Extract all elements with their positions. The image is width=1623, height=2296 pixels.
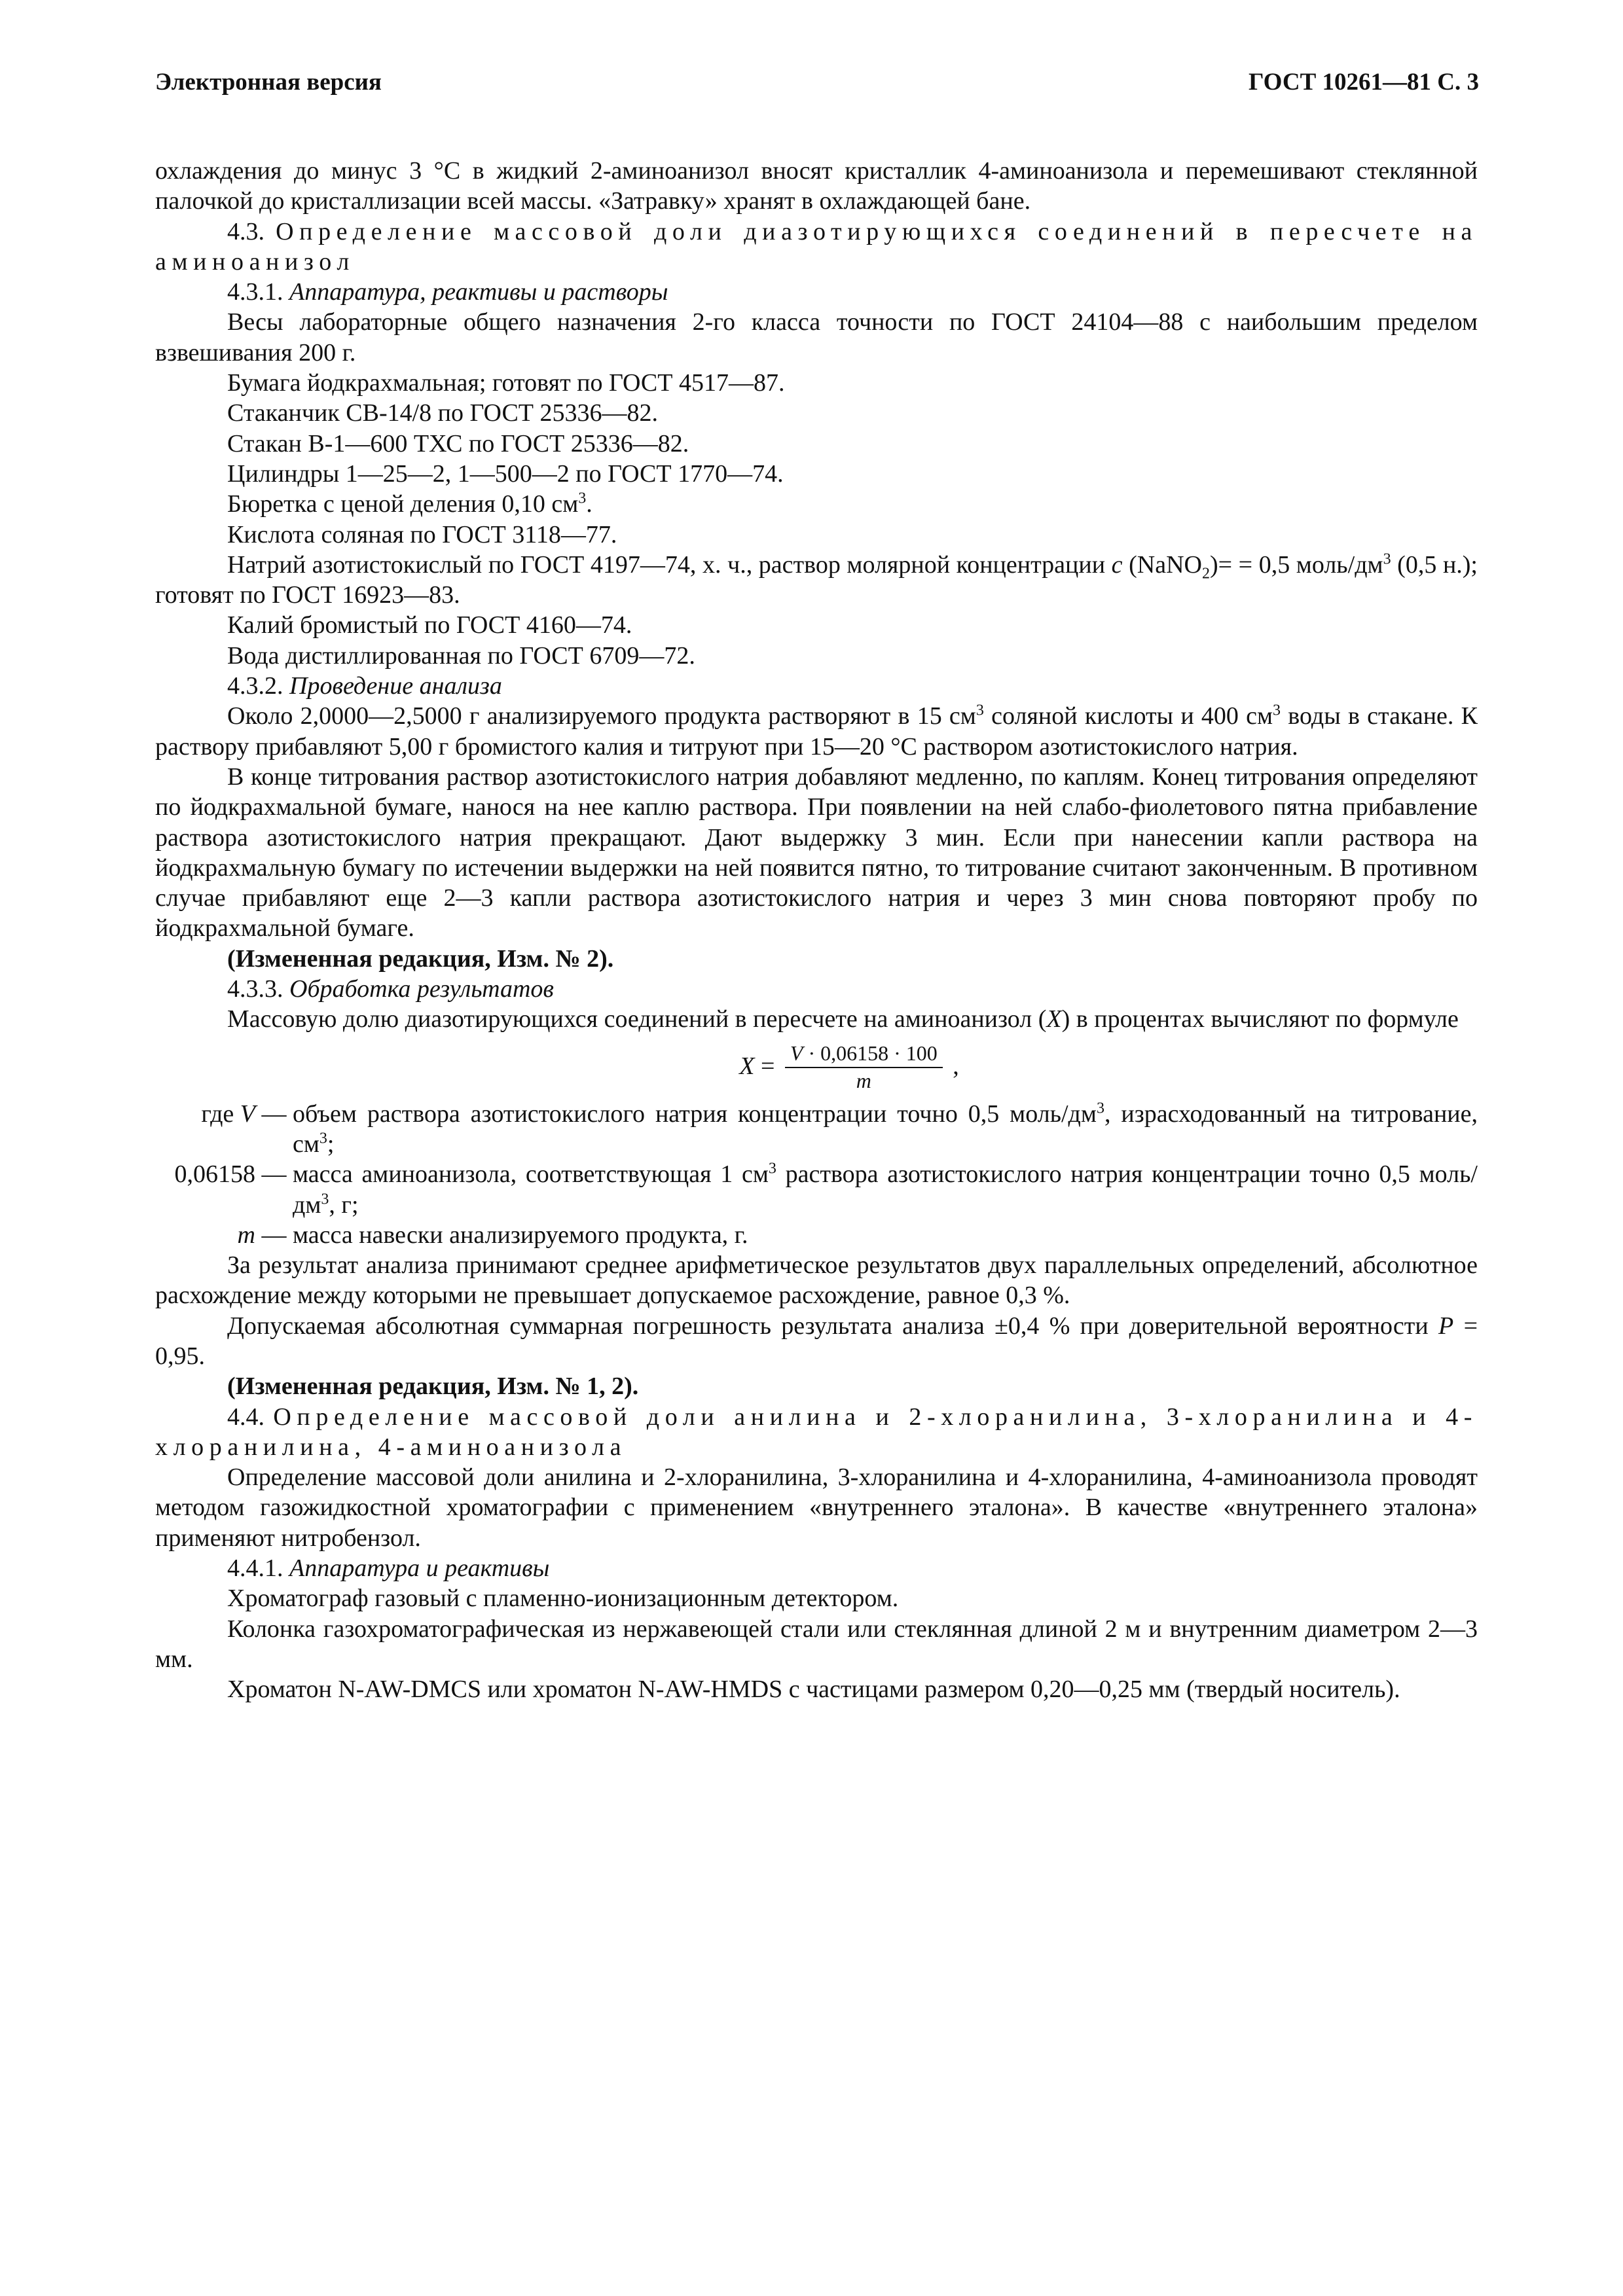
section-4-3-3-number: 4.3.3. <box>227 975 283 1003</box>
definition-v-where: где <box>201 1100 240 1128</box>
item-cylinders: Цилиндры 1—25—2, 1—500—2 по ГОСТ 1770—74. <box>227 459 784 488</box>
nitrite-text-e: (0,5 н.); готовят по ГОСТ 16923—83. <box>155 550 1478 609</box>
item-distilled-water: Вода дистиллированная по ГОСТ 6709—72. <box>227 641 695 670</box>
error-text-b: = 0,95. <box>155 1312 1478 1370</box>
header-right: ГОСТ 10261—81 С. 3 <box>1249 69 1479 96</box>
definition-v-dash: — <box>255 1100 293 1128</box>
section-4-3-title: Определение массовой доли диазотирующихся соединений в пересчете на аминоанизол <box>155 217 1478 276</box>
nitrite-text-b: (NaNO <box>1122 550 1202 579</box>
definition-coefficient-text-a: масса аминоанизола, соответствующая 1 см <box>293 1160 769 1189</box>
formula-fraction <box>785 1041 943 1093</box>
definition-m-term <box>155 1220 293 1250</box>
formula-numerator-v: V <box>790 1041 803 1065</box>
paragraph-sodium-nitrite <box>155 550 1478 611</box>
formula <box>221 1035 1478 1099</box>
paragraph-intro: охлаждения до минус 3 °С в жидкий 2-аминоанизол вносят кристаллик 4-аминоанизола и перемешивают стеклянной палочкой до кристаллизации всей массы. «Затравку» хранят в охлаждающей бане. <box>155 157 1478 215</box>
item-hydrochloric-acid: Кислота соляная по ГОСТ 3118—77. <box>227 520 617 548</box>
nitrite-text-a: Натрий азотистокислый по ГОСТ 4197—74, х. ч., раствор молярной концентрации <box>227 550 1112 579</box>
definition-v <box>155 1099 1478 1160</box>
item-burette-text: Бюретка с ценой деления 0,10 см <box>227 490 579 518</box>
error-symbol-p: P <box>1438 1312 1454 1340</box>
error-text-a: Допускаемая абсолютная суммарная погрешность результата анализа ±0,4 % при доверительной вероятности <box>227 1312 1439 1340</box>
definition-coefficient-text-c: , г; <box>329 1191 359 1219</box>
definition-coefficient-term: 0,06158 — <box>174 1160 293 1189</box>
procedure-sup-1: 3 <box>976 702 984 719</box>
revision-note-1-2: (Измененная редакция, Изм. № 1, 2). <box>227 1372 639 1401</box>
section-4-3-1-title: Аппаратура, реактивы и растворы <box>289 278 668 306</box>
formula-equals: = <box>754 1052 781 1081</box>
procedure-text-a: Около 2,0000—2,5000 г анализируемого продукта растворяют в 15 см <box>227 702 976 730</box>
section-4-3-1-heading <box>155 277 1478 307</box>
item-potassium-bromide: Калий бромистый по ГОСТ 4160—74. <box>227 611 632 639</box>
definition-coefficient-sup: 3 <box>768 1160 776 1177</box>
section-4-3-3-heading <box>155 974 1478 1004</box>
procedure-text-b: соляной кислоты и 400 см <box>983 702 1273 730</box>
calc-text-b: ) в процентах вычисляют по формуле <box>1061 1005 1459 1033</box>
definition-coefficient-sup2: 3 <box>321 1190 329 1208</box>
definition-v-text-b: , израсходованный на титрование, см <box>293 1100 1478 1158</box>
procedure-text-c: воды в стакане. К раствору прибавляют 5,00 г бромистого калия и титруют при 15—20 °С раствором азотистокислого натрия. <box>155 702 1478 761</box>
section-4-3-2-number: 4.3.2. <box>227 672 283 700</box>
item-burette-sup: 3 <box>578 490 587 507</box>
definition-m-symbol: m <box>237 1221 255 1249</box>
procedure-sup-2: 3 <box>1273 702 1281 719</box>
section-4-3-heading <box>155 217 1478 278</box>
item-burette-end: . <box>586 490 593 518</box>
section-4-3-number: 4.3. <box>227 217 264 245</box>
formula-lhs: X <box>739 1052 755 1081</box>
nitrite-sup: 3 <box>1383 550 1391 568</box>
definition-v-sup: 3 <box>1096 1099 1104 1117</box>
section-4-4-title: Определение массовой доли анилина и 2-хлоранилина, 3-хлоранилина и 4-хлоранилина, 4-аминоанизола <box>155 1403 1478 1461</box>
nitrite-symbol-c: с <box>1111 550 1123 579</box>
paragraph-result: За результат анализа принимают среднее арифметическое результатов двух параллельных определений, абсолютное расхождение между которыми не превышает допускаемое расхождение, равное 0,3 %. <box>155 1251 1478 1310</box>
definition-coefficient-text-b: раствора азотистокислого натрия концентрации точно 0,5 моль/дм <box>293 1160 1478 1219</box>
definition-m-desc: масса навески анализируемого продукта, г. <box>293 1221 748 1249</box>
paragraph-procedure-1 <box>155 701 1478 762</box>
nitrite-text-d: )= = 0,5 моль/дм <box>1209 550 1383 579</box>
calc-text-a: Массовую долю диазотирующихся соединений в пересчете на аминоанизол ( <box>227 1005 1047 1033</box>
paragraph-gas-chromatography: Определение массовой доли анилина и 2-хлоранилина, 3-хлоранилина и 4-хлоранилина, 4-аминоанизола проводят методом газожидкостной хроматографии с применением «внутреннего эталона». В качестве «внутреннего эталона» применяют нитробензол. <box>155 1463 1478 1552</box>
paragraph-chromatograph: Хроматограф газовый с пламенно-ионизационным детектором. <box>227 1585 899 1613</box>
definition-v-text-c: ; <box>327 1130 335 1158</box>
formula-tail: , <box>946 1052 959 1081</box>
paragraph-support: Хроматон N-AW-DMCS или хроматон N-AW-HMDS с частицами размером 0,20—0,25 мм (твердый носитель). <box>227 1676 1400 1704</box>
section-4-4-1-heading <box>155 1553 1478 1583</box>
section-4-3-2-heading <box>155 671 1478 701</box>
item-iodine-starch-paper: Бумага йодкрахмальная; готовят по ГОСТ 4517—87. <box>227 369 785 397</box>
paragraph-procedure-2: В конце титрования раствор азотистокислого натрия добавляют медленно, по каплям. Конец титрования определяют по йодкрахмальной бумаге, нанося на нее каплю раствора. При появлении на ней слабо-фиолетового пятна прибавление раствора азотистокислого натрия прекращают. Дают выдержку 3 мин. Если при нанесении капли раствора на йодкрахмальную бумагу по истечении выдержки на ней появится пятно, то титрование считают законченным. В противном случае прибавляют еще 2—3 капли раствора азотистокислого натрия и через 3 мин снова повторяют пробу по йодкрахмальной бумаге. <box>155 762 1478 942</box>
formula-denominator: m <box>856 1068 871 1092</box>
header-left: Электронная версия <box>155 69 382 96</box>
formula-numerator <box>785 1041 943 1068</box>
paragraph-calculation <box>155 1004 1478 1034</box>
definition-v-symbol: V <box>240 1100 255 1128</box>
definition-v-sup2: 3 <box>319 1130 327 1147</box>
item-beaker: Стакан В-1—600 ТХС по ГОСТ 25336—82. <box>227 429 689 457</box>
item-burette <box>155 489 1478 519</box>
nitrite-sub: 2 <box>1201 565 1210 583</box>
paragraph-column: Колонка газохроматографическая из нержавеющей стали или стеклянная длиной 2 м и внутренним диаметром 2—3 мм. <box>155 1615 1478 1673</box>
item-weighing-glass: Стаканчик СВ-14/8 по ГОСТ 25336—82. <box>227 399 659 427</box>
calc-symbol-x: X <box>1046 1005 1062 1033</box>
definition-v-text-a: объем раствора азотистокислого натрия концентрации точно 0,5 моль/дм <box>293 1100 1097 1128</box>
definition-v-desc <box>293 1099 1478 1160</box>
section-4-4-heading <box>155 1402 1478 1463</box>
formula-numerator-rest: · 0,06158 · 100 <box>803 1041 938 1065</box>
paragraph-error <box>155 1311 1478 1372</box>
definition-coefficient-desc <box>293 1159 1478 1220</box>
section-4-4-1-number: 4.4.1. <box>227 1554 283 1583</box>
section-4-3-1-number: 4.3.1. <box>227 278 283 306</box>
document-body <box>155 156 1478 1705</box>
section-4-3-3-title: Обработка результатов <box>289 975 554 1003</box>
definition-m <box>155 1220 1478 1250</box>
section-4-4-1-title: Аппаратура и реактивы <box>289 1554 550 1583</box>
definition-coefficient <box>155 1159 1478 1220</box>
section-4-4-number: 4.4. <box>227 1403 264 1431</box>
revision-note-2: (Измененная редакция, Изм. № 2). <box>227 944 614 973</box>
paragraph-scales: Весы лабораторные общего назначения 2-го класса точности по ГОСТ 24104—88 с наибольшим пределом взвешивания 200 г. <box>155 308 1478 367</box>
definition-v-term <box>155 1099 293 1160</box>
definition-m-dash: — <box>255 1221 293 1249</box>
section-4-3-2-title: Проведение анализа <box>289 672 502 700</box>
